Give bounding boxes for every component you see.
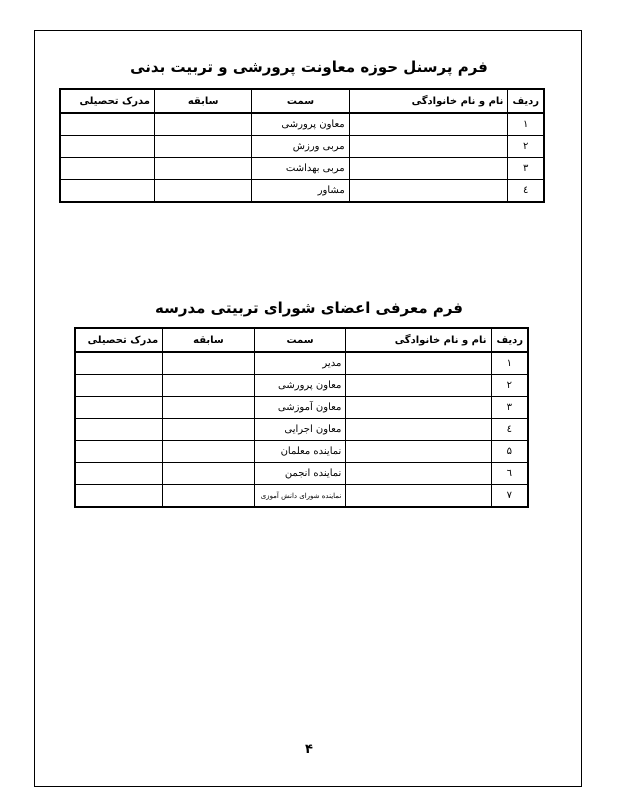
role-cell: معاون پرورشی	[254, 375, 346, 397]
name-cell	[349, 136, 508, 158]
role-cell: معاون آموزشی	[254, 397, 346, 419]
row-number: ۲	[491, 375, 528, 397]
degree-cell	[60, 113, 155, 136]
header-name: نام و نام خانوادگی	[346, 328, 491, 352]
form1-title: فرم پرسنل حوزه معاونت پرورشی و تربیت بدنی	[130, 58, 488, 76]
role-cell: نماینده معلمان	[254, 441, 346, 463]
history-cell	[155, 158, 252, 180]
table-row	[75, 352, 528, 375]
row-number: ۳	[508, 158, 544, 180]
history-cell	[163, 397, 255, 419]
form1-header-row	[60, 89, 544, 113]
table-row	[75, 463, 528, 485]
table-row	[60, 136, 544, 158]
name-cell	[346, 375, 491, 397]
degree-cell	[75, 441, 163, 463]
header-row-number: ردیف	[491, 328, 528, 352]
name-cell	[346, 463, 491, 485]
role-cell: مربی ورزش	[252, 136, 349, 158]
row-number: ۱	[491, 352, 528, 375]
role-cell: مدیر	[254, 352, 346, 375]
row-number: ۵	[491, 441, 528, 463]
table-row	[75, 397, 528, 419]
row-number: ۷	[491, 485, 528, 508]
degree-cell	[60, 158, 155, 180]
degree-cell	[75, 419, 163, 441]
degree-cell	[75, 397, 163, 419]
table-row	[75, 375, 528, 397]
row-number: ۲	[508, 136, 544, 158]
form1-table	[59, 88, 545, 203]
form2-header-row	[75, 328, 528, 352]
table-row	[75, 419, 528, 441]
table-row	[75, 441, 528, 463]
form2-title: فرم معرفی اعضای شورای تربیتی مدرسه	[154, 299, 464, 317]
page-number: ۴	[305, 742, 313, 757]
history-cell	[163, 352, 255, 375]
history-cell	[163, 485, 255, 508]
name-cell	[349, 180, 508, 203]
header-history: سابقه	[155, 89, 252, 113]
name-cell	[346, 352, 491, 375]
degree-cell	[75, 485, 163, 508]
table-row	[60, 180, 544, 203]
history-cell	[163, 463, 255, 485]
table-row	[75, 485, 528, 508]
role-cell: نماینده انجمن	[254, 463, 346, 485]
table-row	[60, 158, 544, 180]
role-cell: معاون اجرایی	[254, 419, 346, 441]
role-cell: مشاور	[252, 180, 349, 203]
history-cell	[163, 419, 255, 441]
header-degree: مدرک تحصیلی	[60, 89, 155, 113]
name-cell	[349, 158, 508, 180]
header-degree: مدرک تحصیلی	[75, 328, 163, 352]
degree-cell	[75, 375, 163, 397]
history-cell	[155, 180, 252, 203]
form2-table	[74, 327, 529, 508]
name-cell	[346, 485, 491, 508]
table-row	[60, 113, 544, 136]
degree-cell	[75, 352, 163, 375]
name-cell	[346, 441, 491, 463]
degree-cell	[60, 180, 155, 203]
role-cell: نماینده شورای دانش آموزی	[254, 485, 346, 508]
header-row-number: ردیف	[508, 89, 544, 113]
history-cell	[155, 113, 252, 136]
header-name: نام و نام خانوادگی	[349, 89, 508, 113]
degree-cell	[75, 463, 163, 485]
row-number: ٤	[508, 180, 544, 203]
history-cell	[155, 136, 252, 158]
header-role: سمت	[252, 89, 349, 113]
role-cell: مربی بهداشت	[252, 158, 349, 180]
degree-cell	[60, 136, 155, 158]
header-history: سابقه	[163, 328, 255, 352]
role-cell: معاون پرورشی	[252, 113, 349, 136]
row-number: ٦	[491, 463, 528, 485]
history-cell	[163, 375, 255, 397]
header-role: سمت	[254, 328, 346, 352]
name-cell	[346, 397, 491, 419]
row-number: ۱	[508, 113, 544, 136]
row-number: ۳	[491, 397, 528, 419]
row-number: ٤	[491, 419, 528, 441]
name-cell	[349, 113, 508, 136]
history-cell	[163, 441, 255, 463]
name-cell	[346, 419, 491, 441]
